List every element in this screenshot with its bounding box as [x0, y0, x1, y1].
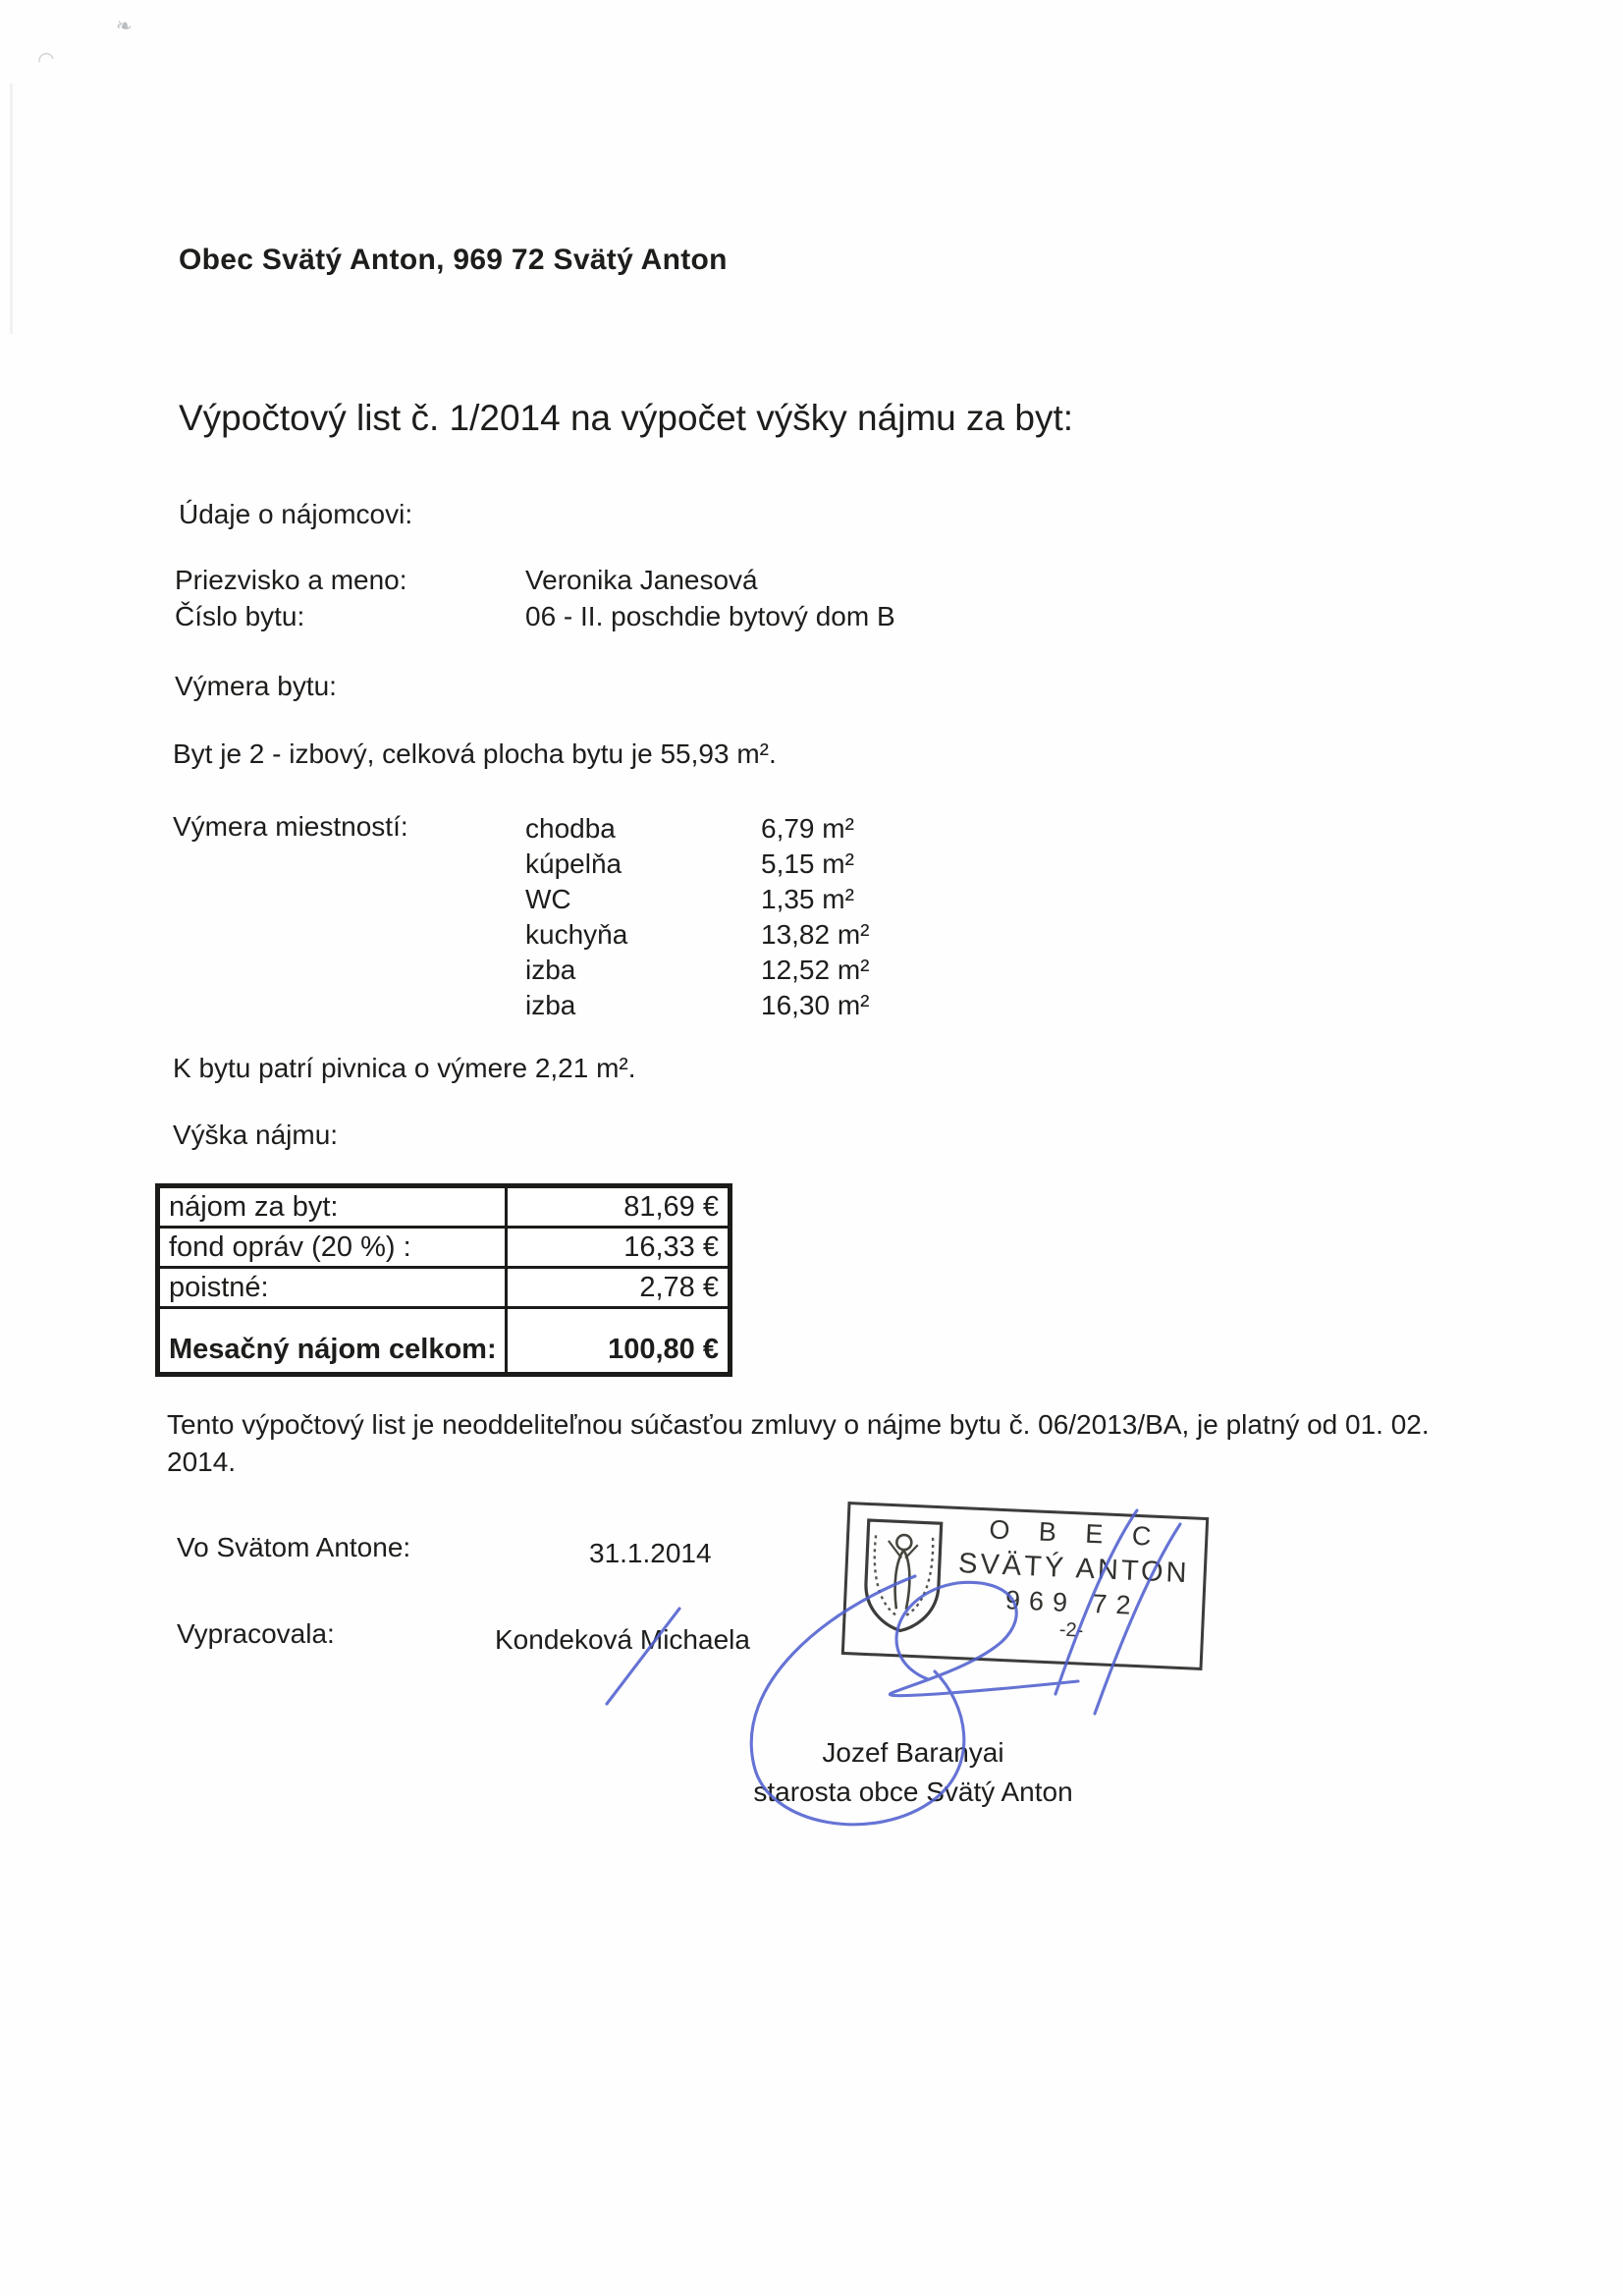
- room-name: chodba: [525, 813, 616, 844]
- tenant-row: [175, 562, 895, 598]
- rent-table: [155, 1183, 732, 1377]
- rooms-label: Výmera miestností:: [173, 811, 408, 842]
- signatory-block: [741, 1733, 1085, 1812]
- room-area: 12,52 m²: [761, 955, 870, 985]
- room-area: 5,15 m²: [761, 848, 854, 879]
- rent-row-label: fond opráv (20 %) :: [160, 1229, 508, 1266]
- stamp-text-block: [951, 1513, 1196, 1648]
- room-name: izba: [525, 990, 576, 1020]
- room-row: [525, 811, 870, 847]
- rent-total-label: Mesačný nájom celkom:: [160, 1309, 508, 1372]
- cellar-note: K bytu patrí pivnica o výmere 2,21 m².: [173, 1053, 636, 1083]
- area-section-heading: Výmera bytu:: [175, 671, 337, 701]
- room-area: 16,30 m²: [761, 990, 870, 1020]
- tenant-name-label: Priezvisko a meno:: [175, 565, 407, 595]
- room-row: [525, 917, 870, 953]
- stamp-line-obec: O B E C: [988, 1514, 1163, 1553]
- apartment-number-label: Číslo bytu:: [175, 601, 305, 631]
- stamp-line-svaty-anton: SVÄTÝ ANTON: [957, 1548, 1191, 1590]
- room-area: 1,35 m²: [761, 884, 854, 914]
- room-row: [525, 847, 870, 882]
- room-row: [525, 988, 870, 1023]
- rent-total-value: 100,80 €: [608, 1334, 719, 1365]
- tenant-section-heading: Údaje o nájomcovi:: [179, 499, 413, 529]
- coat-of-arms-icon: [854, 1513, 950, 1645]
- tenant-row: [175, 598, 895, 634]
- signatory-title: starosta obce Svätý Anton: [753, 1777, 1073, 1807]
- page-title: Výpočtový list č. 1/2014 na výpočet výšky nájmu za byt:: [179, 398, 1074, 438]
- room-name: kúpelňa: [525, 848, 622, 879]
- rent-section-heading: Výška nájmu:: [173, 1120, 339, 1150]
- scan-edge-artifact: [10, 83, 13, 334]
- area-summary: Byt je 2 - izbový, celková plocha bytu je 55,93 m².: [173, 738, 777, 769]
- rent-row-value: 2,78 €: [639, 1271, 719, 1303]
- rent-row-label: poistné:: [160, 1269, 508, 1306]
- room-row: [525, 882, 870, 917]
- room-name: izba: [525, 955, 576, 985]
- rent-table-row: [160, 1269, 728, 1309]
- apartment-number-value: 06 - II. poschdie bytový dom B: [525, 601, 895, 631]
- rent-total-row: [160, 1309, 728, 1372]
- rent-row-value: 16,33 €: [623, 1230, 719, 1263]
- rent-row-label: nájom za byt:: [160, 1188, 508, 1226]
- prepared-by-value: Kondeková Michaela: [495, 1624, 750, 1655]
- rent-table-row: [160, 1229, 728, 1269]
- stamp-line-number: -2-: [1058, 1618, 1084, 1642]
- place-label: Vo Svätom Antone:: [177, 1532, 411, 1562]
- rent-row-value: 81,69 €: [623, 1190, 719, 1223]
- tenant-info-block: [175, 562, 895, 634]
- room-area: 13,82 m²: [761, 919, 870, 950]
- doc-header: Obec Svätý Anton, 969 72 Svätý Anton: [179, 244, 728, 276]
- scan-artifact-mark: ❧: [114, 14, 135, 39]
- rooms-list: [525, 811, 870, 1023]
- room-area: 6,79 m²: [761, 813, 854, 844]
- rent-table-row: [160, 1188, 728, 1229]
- prepared-by-label: Vypracovala:: [177, 1618, 335, 1649]
- validity-note: Tento výpočtový list je neoddeliteľnou súčasťou zmluvy o nájme bytu č. 06/2013/BA, je platný od 01. 02. 2014.: [167, 1409, 1430, 1477]
- signatory-name: Jozef Baranyai: [822, 1737, 1004, 1768]
- room-name: kuchyňa: [525, 919, 628, 950]
- municipal-stamp: [841, 1502, 1209, 1670]
- date-value: 31.1.2014: [589, 1538, 712, 1568]
- stamp-line-psc: 969 72: [1004, 1585, 1141, 1621]
- room-row: [525, 953, 870, 988]
- scan-artifact-mark: ◠: [34, 47, 57, 73]
- room-name: WC: [525, 884, 571, 914]
- tenant-name-value: Veronika Janesová: [525, 565, 758, 595]
